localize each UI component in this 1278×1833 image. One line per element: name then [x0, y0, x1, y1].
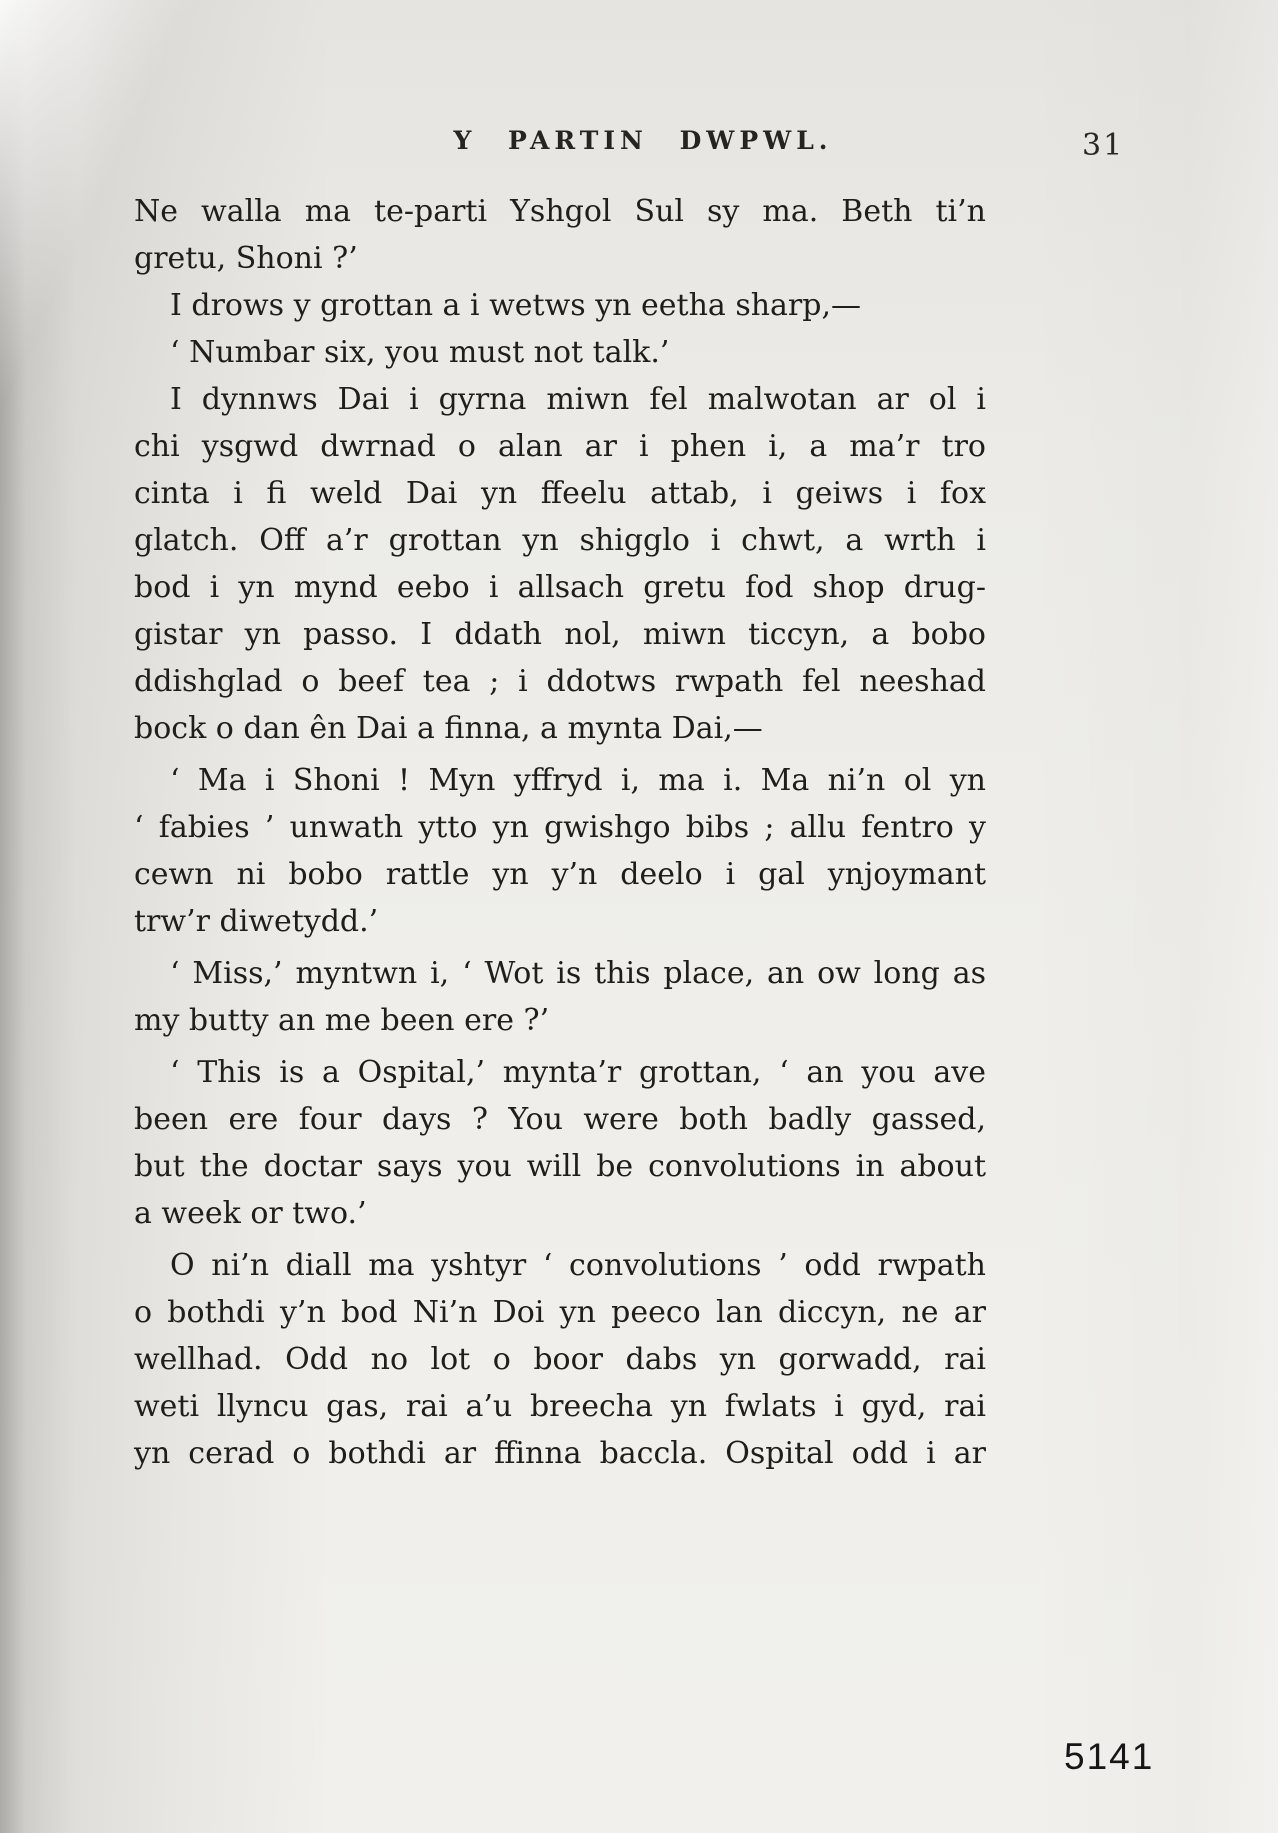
- text-line: gistar yn passo. I ddath nol, miwn ticcyn, a bobo: [134, 617, 986, 652]
- page-title: Y PARTIN DWPWL.: [453, 126, 833, 155]
- text-line: I drows y grottan a i wetws yn eetha sharp,—: [170, 288, 861, 323]
- text-line: o bothdi y’n bod Ni’n Doi yn peeco lan diccyn, ne ar: [134, 1295, 986, 1330]
- text-line: ‘ Miss,’ myntwn i, ‘ Wot is this place, an ow long as: [170, 956, 986, 991]
- text-line: yn cerad o bothdi ar ffinna baccla. Ospital odd i ar: [134, 1436, 986, 1471]
- text-line: but the doctar says you will be convolutions in about: [134, 1149, 986, 1184]
- text-line: ‘ fabies ’ unwath ytto yn gwishgo bibs ; allu fentro y: [134, 810, 986, 845]
- text-line: weti llyncu gas, rai a’u breecha yn fwlats i gyd, rai: [134, 1389, 986, 1424]
- text-line: trw’r diwetydd.’: [134, 904, 379, 939]
- text-line: chi ysgwd dwrnad o alan ar i phen i, a ma’r tro: [134, 429, 986, 464]
- text-line: cewn ni bobo rattle yn y’n deelo i gal ynjoymant: [134, 857, 986, 892]
- stamp-number: 5141: [1064, 1736, 1155, 1777]
- text-line: bock o dan ên Dai a finna, a mynta Dai,—: [134, 711, 763, 746]
- text-line: I dynnws Dai i gyrna miwn fel malwotan ar ol i: [170, 382, 986, 417]
- text-line: ‘ Numbar six, you must not talk.’: [170, 335, 670, 370]
- text-line: wellhad. Odd no lot o boor dabs yn gorwadd, rai: [134, 1342, 986, 1377]
- text-line: O ni’n diall ma yshtyr ‘ convolutions ’ odd rwpath: [170, 1248, 986, 1283]
- text-line: Ne walla ma te-parti Yshgol Sul sy ma. Beth ti’n: [134, 194, 986, 229]
- text-line: bod i yn mynd eebo i allsach gretu fod shop drug-: [134, 570, 986, 605]
- page-number: 31: [1082, 128, 1125, 163]
- text-line: ddishglad o beef tea ; i ddotws rwpath fel neeshad: [134, 664, 986, 699]
- text-line: a week or two.’: [134, 1196, 367, 1231]
- text-line: my butty an me been ere ?’: [134, 1003, 550, 1038]
- page-header: [134, 126, 986, 170]
- text-line: ‘ Ma i Shoni ! Myn yffryd i, ma i. Ma ni’n ol yn: [170, 763, 986, 798]
- text-block: [134, 188, 986, 1477]
- text-line: been ere four days ? You were both badly gassed,: [134, 1102, 986, 1137]
- text-line: ‘ This is a Ospital,’ mynta’r grottan, ‘ an you ave: [170, 1055, 986, 1090]
- text-line: gretu, Shoni ?’: [134, 241, 358, 276]
- text-line: glatch. Off a’r grottan yn shigglo i chwt, a wrth i: [134, 523, 986, 558]
- text-line: cinta i fi weld Dai yn ffeelu attab, i geiws i fox: [134, 476, 986, 511]
